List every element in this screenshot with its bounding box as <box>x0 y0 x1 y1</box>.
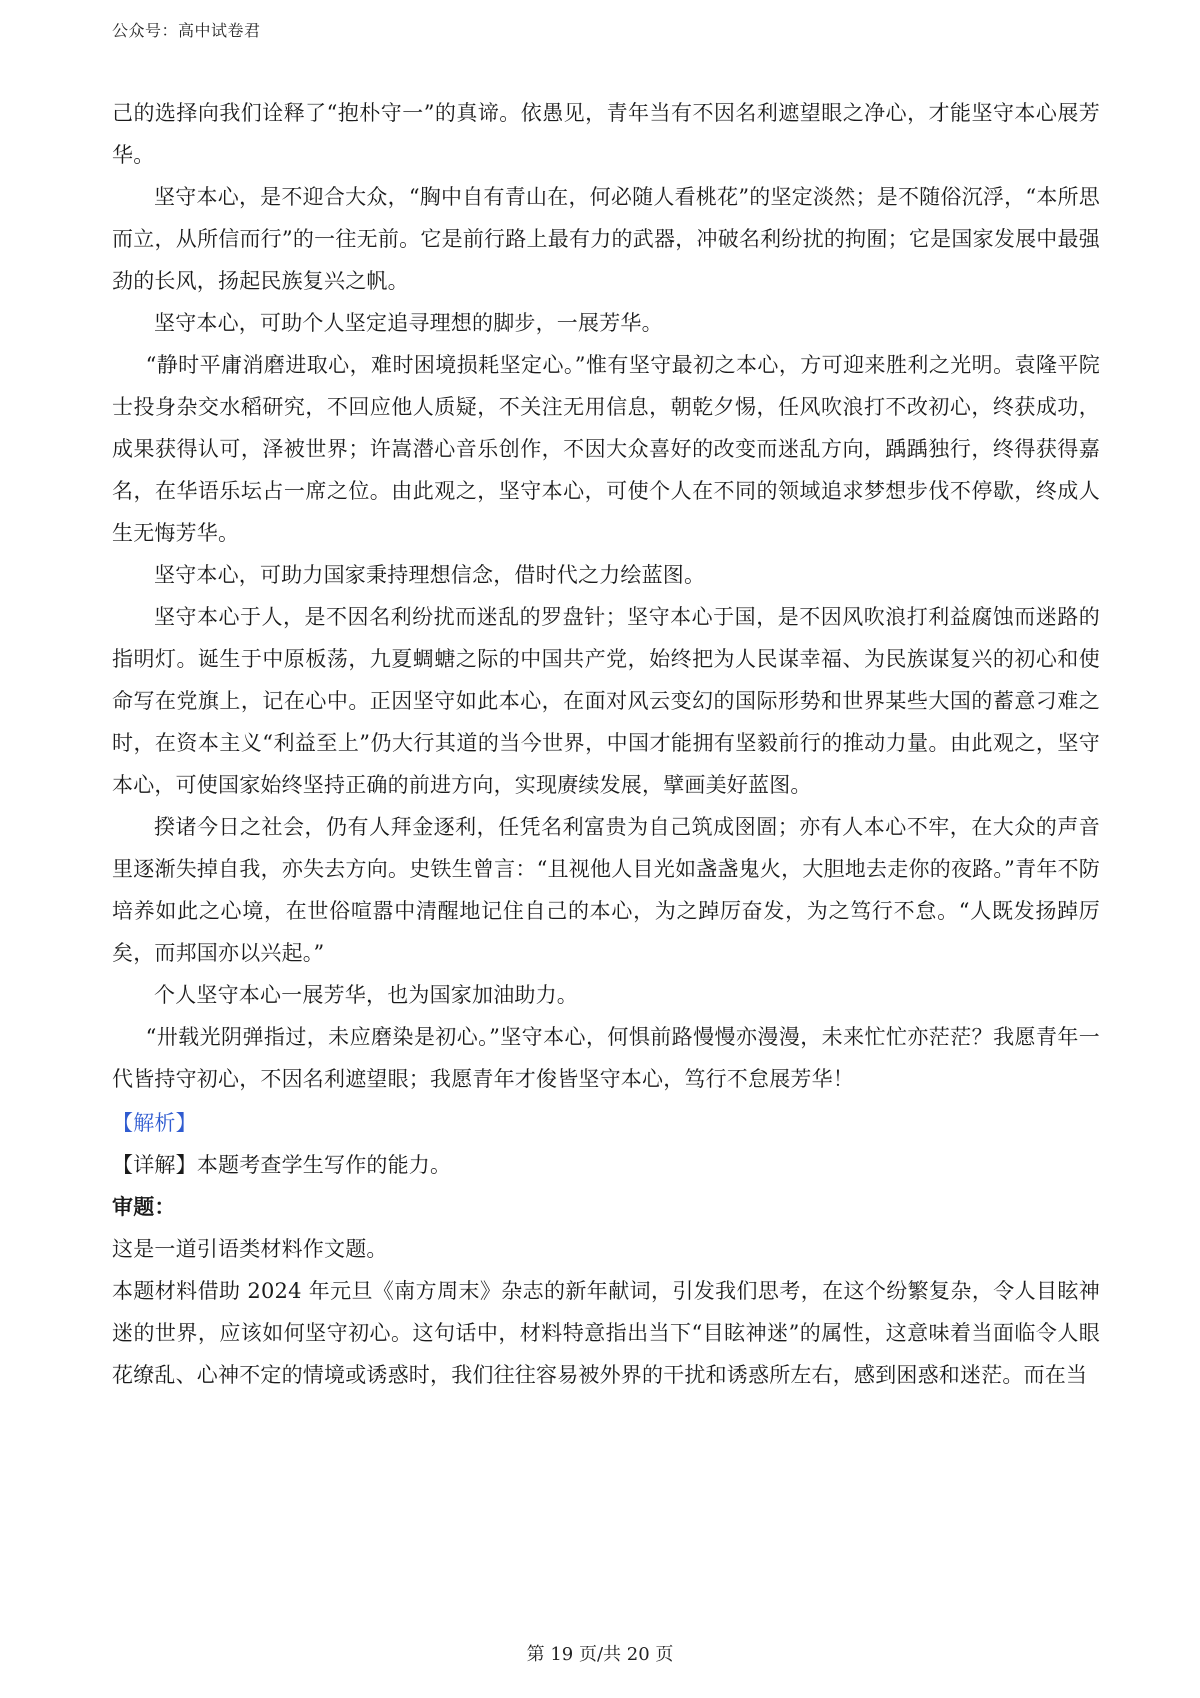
essay-paragraph-7: 揆诸今日之社会，仍有人拜金逐利，任凭名利富贵为自己筑成囹圄；亦有人本心不牢，在大众的声音里逐渐失掉自我，亦失去方向。史铁生曾言：“且视他人目光如盏盏鬼火，大胆地去走你的夜路。”青年不防培养如此之心境，在世俗喧嚣中清醒地记住自己的本心，为之踔厉奋发，为之笃行不怠。“人既发扬踔厉矣，而邦国亦以兴起。” <box>112 815 1100 965</box>
essay-paragraph-6: 坚守本心于人，是不因名利纷扰而迷乱的罗盘针；坚守本心于国，是不因风吹浪打利益腐蚀而迷路的指明灯。诞生于中原板荡，九夏蜩螗之际的中国共产党，始终把为人民谋幸福、为民族谋复兴的初心和使命写在党旗上，记在心中。正因坚守如此本心，在面对风云变幻的国际形势和世界某些大国的蓄意刁难之时，在资本主义“利益至上”仍大行其道的当今世界，中国才能拥有坚毅前行的推动力量。由此观之，坚守本心，可使国家始终坚持正确的前进方向，实现赓续发展，擘画美好蓝图。 <box>112 605 1100 797</box>
essay-paragraph-9: “卅载光阴弹指过，未应磨染是初心。”坚守本心，何惧前路慢慢亦漫漫，未来忙忙亦茫茫？我愿青年一代皆持守初心，不因名利遮望眼；我愿青年才俊皆坚守本心，笃行不怠展芳华！ <box>112 1025 1100 1091</box>
essay-paragraph-4: “静时平庸消磨进取心，难时困境损耗坚定心。”惟有坚守最初之本心，方可迎来胜利之光明。袁隆平院士投身杂交水稻研究，不回应他人质疑，不关注无用信息，朝乾夕惕，任风吹浪打不改初心，终获成功，成果获得认可，泽被世界；许嵩潜心音乐创作，不因大众喜好的改变而迷乱方向，踽踽独行，终得获得嘉名，在华语乐坛占一席之位。由此观之，坚守本心，可使个人在不同的领域追求梦想步伐不停歇，终成人生无悔芳华。 <box>112 353 1100 545</box>
essay-paragraph-3: 坚守本心，可助个人坚定追寻理想的脚步，一展芳华。 <box>154 311 663 335</box>
analysis-line-1: 这是一道引语类材料作文题。 <box>112 1237 388 1261</box>
page-content <box>112 92 1100 1396</box>
detail-line <box>112 1144 1100 1186</box>
analysis-label: 【解析】 <box>112 1111 197 1135</box>
review-label: 审题： <box>112 1194 176 1219</box>
essay-paragraph-1: 己的选择向我们诠释了“抱朴守一”的真谛。依愚见，青年当有不因名利遮望眼之净心，才能坚守本心展芳华。 <box>112 101 1100 167</box>
essay-paragraph-8: 个人坚守本心一展芳华，也为国家加油助力。 <box>154 983 578 1007</box>
essay-paragraph-2: 坚守本心，是不迎合大众，“胸中自有青山在，何必随人看桃花”的坚定淡然；是不随俗沉浮，“本所思而立，从所信而行”的一往无前。它是前行路上最有力的武器，冲破名利纷扰的拘囿；它是国家发展中最强劲的长风，扬起民族复兴之帆。 <box>112 185 1100 293</box>
header-note: 公众号：高中试卷君 <box>112 21 261 40</box>
essay-paragraph-5: 坚守本心，可助力国家秉持理想信念，借时代之力绘蓝图。 <box>154 563 706 587</box>
detail-label: 【详解】 <box>112 1153 197 1177</box>
detail-text: 本题考查学生写作的能力。 <box>196 1153 452 1177</box>
page-number: 第 19 页/共 20 页 <box>526 1644 674 1665</box>
analysis-line-2: 本题材料借助 2024 年元旦《南方周末》杂志的新年献词，引发我们思考，在这个纷繁复杂，令人目眩神迷的世界，应该如何坚守初心。这句话中，材料特意指出当下“目眩神迷”的属性，这意味着当面临令人眼花缭乱、心神不定的情境或诱惑时，我们往往容易被外界的干扰和诱惑所左右，感到困惑和迷茫。而在当 <box>112 1279 1100 1387</box>
